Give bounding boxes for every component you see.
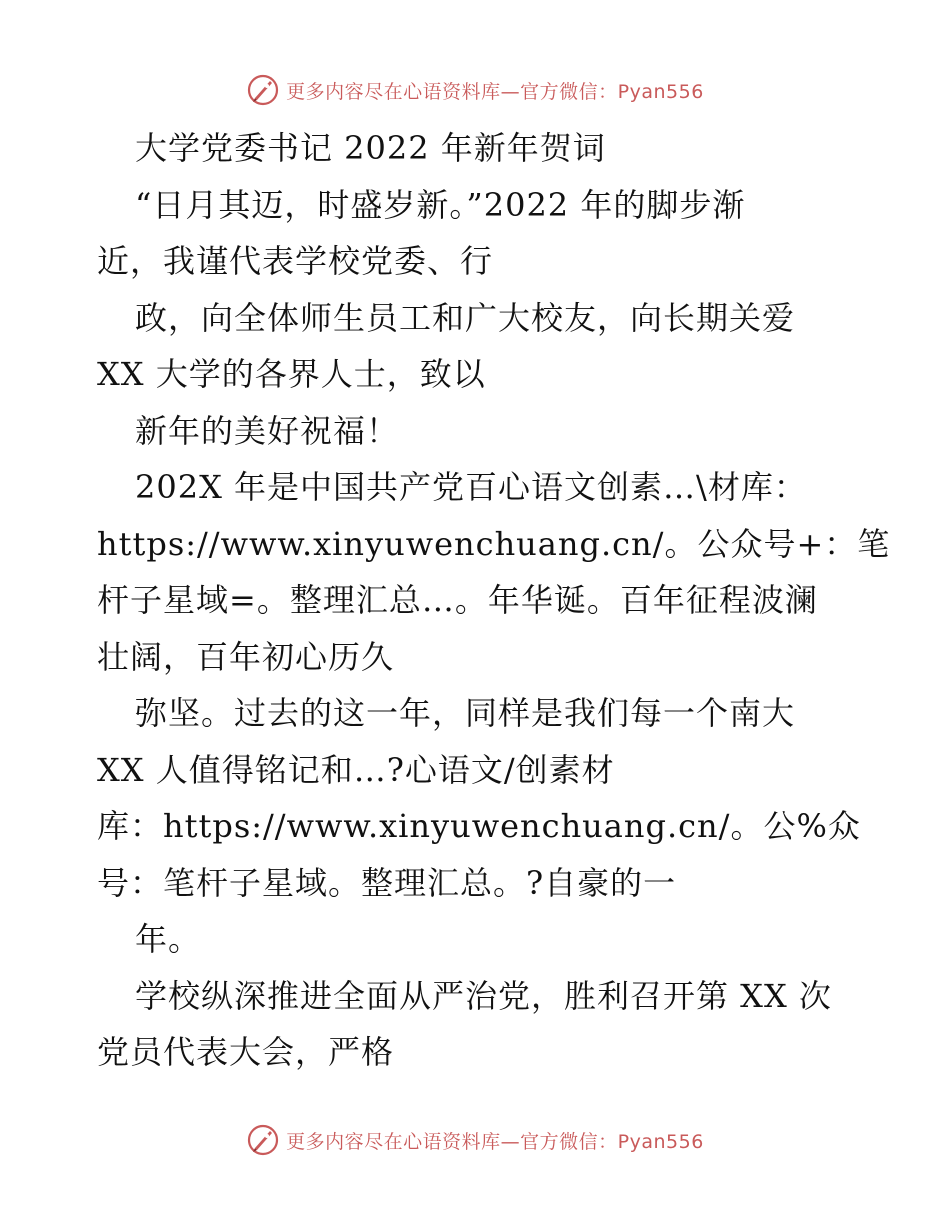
text-line: 壮阔，百年初心历久 (97, 637, 395, 676)
text-line: 库：https://www.xinyuwenchuang.cn/。公%众 (97, 807, 861, 845)
text-line: 学校纵深推进全面从严治党，胜利召开第 XX 次 (135, 976, 832, 1015)
text-line: 号：笔杆子星域。整理汇总。?自豪的一 (97, 863, 677, 902)
document-body (97, 120, 891, 1081)
text-line: “日月其迈，时盛岁新。”2022 年的脚步渐 (135, 185, 746, 224)
text-line: 近，我谨代表学校党委、行 (97, 242, 494, 280)
text-line: https://www.xinyuwenchuang.cn/。公众号+：笔 (97, 524, 891, 563)
text-line: 弥坚。过去的这一年，同样是我们每一个南大 (135, 694, 796, 732)
header-watermark-banner (0, 70, 950, 110)
text-line: 新年的美好祝福！ (135, 411, 400, 450)
text-line: 年。 (135, 920, 202, 958)
footer-watermark-text: 更多内容尽在心语资料库—官方微信：Pyan556 (286, 1130, 704, 1153)
text-line: XX 大学的各界人士，致以 (97, 355, 486, 393)
text-line: 政，向全体师生员工和广大校友，向长期关爱 (135, 298, 796, 337)
text-line: XX 人值得铭记和…?心语文/创素材 (97, 750, 615, 789)
footer-watermark-banner (0, 1120, 950, 1160)
header-watermark-text: 更多内容尽在心语资料库—官方微信：Pyan556 (286, 80, 704, 103)
quill-logo-icon (246, 1123, 280, 1157)
quill-logo-icon (246, 73, 280, 107)
text-line: 党员代表大会，严格 (97, 1033, 395, 1071)
text-line: 202X 年是中国共产党百心语文创素…\材库： (135, 468, 807, 506)
document-title: 大学党委书记 2022 年新年贺词 (135, 129, 606, 167)
text-line: 杆子星域=。整理汇总…。年华诞。百年征程波澜 (97, 581, 818, 619)
